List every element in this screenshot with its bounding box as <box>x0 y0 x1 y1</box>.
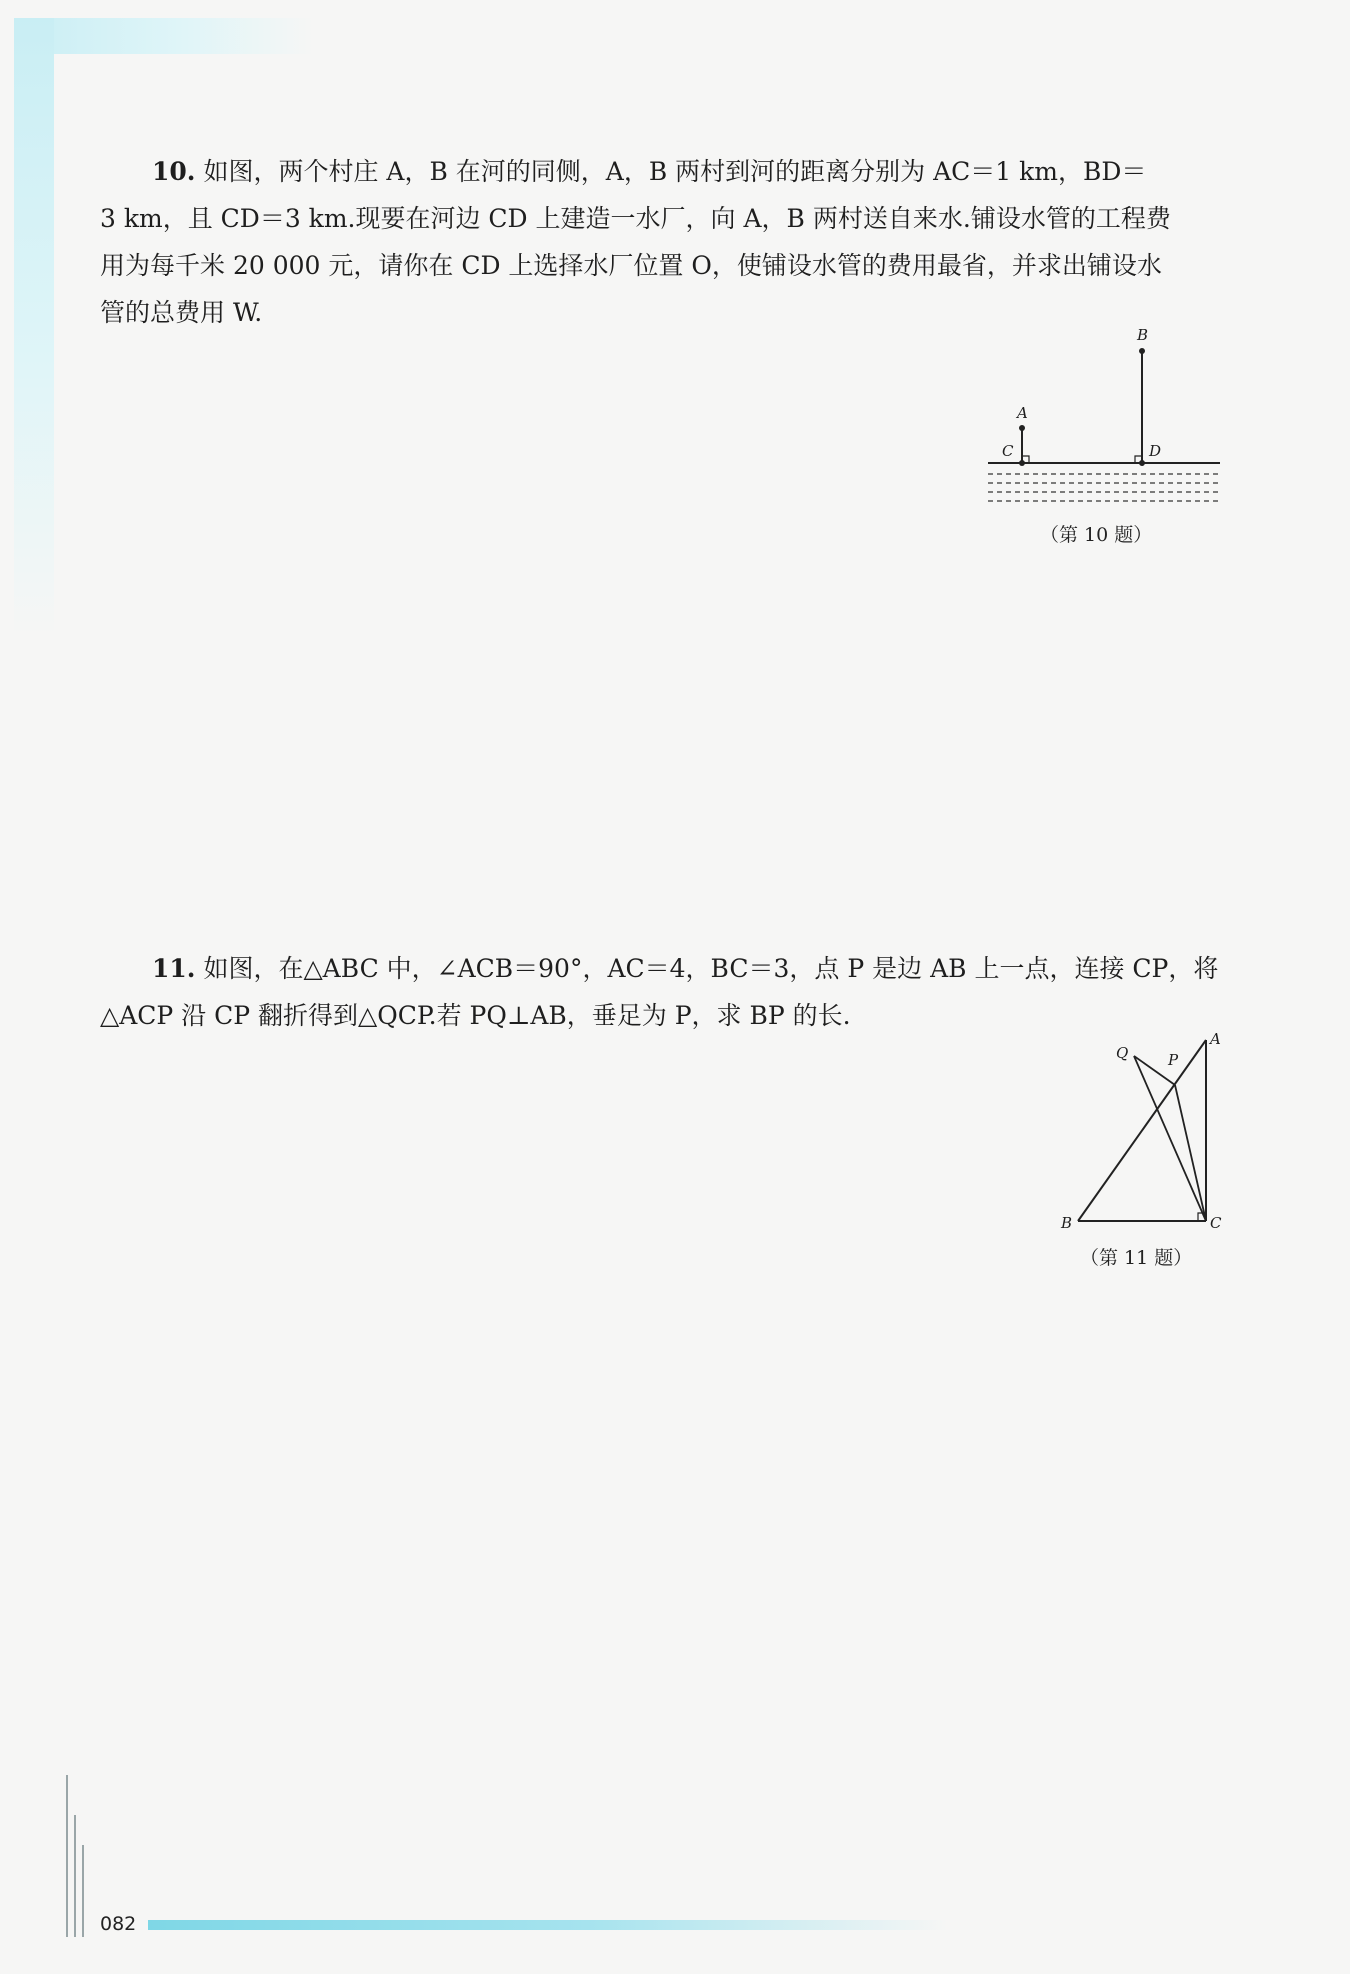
point-d <box>1139 460 1145 466</box>
page-number: 082 <box>100 1913 137 1935</box>
label-p: P <box>1168 1051 1179 1069</box>
point-c <box>1019 460 1025 466</box>
label-b: B <box>1061 1214 1073 1230</box>
problem-11 <box>100 945 1224 1039</box>
point-b <box>1139 348 1145 354</box>
problem-10-number: 10. <box>152 157 196 186</box>
margin-rule-1 <box>66 1775 68 1937</box>
decorative-corner-band-left <box>14 18 54 638</box>
segment-cp <box>1175 1085 1206 1221</box>
river-water-lines <box>988 474 1220 501</box>
side-ab <box>1078 1040 1206 1221</box>
figure-10-diagram <box>980 320 1230 520</box>
figure-11-diagram <box>1050 1030 1250 1230</box>
problem-10 <box>100 148 1224 336</box>
label-b: B <box>1137 326 1149 344</box>
label-c: C <box>1210 1214 1222 1230</box>
figure-10-caption: （第 10 题） <box>1040 524 1153 546</box>
point-a <box>1019 425 1025 431</box>
figure-11-caption: （第 11 题） <box>1080 1247 1193 1269</box>
label-a: A <box>1017 404 1028 422</box>
label-c: C <box>1002 442 1014 460</box>
problem-11-text: 如图，在△ABC 中，∠ACB＝90°，AC＝4，BC＝3，点 P 是边 AB 上一点，连接 CP，将 △ACP 沿 CP 翻折得到△QCP.若 PQ⊥AB，垂足为 P，求 BP 的长. <box>100 954 1219 1030</box>
label-a: A <box>1210 1030 1221 1048</box>
problem-11-number: 11. <box>152 954 196 983</box>
margin-rule-2 <box>74 1815 76 1937</box>
problem-10-text: 如图，两个村庄 A，B 在河的同侧，A，B 两村到河的距离分别为 AC＝1 km，BD＝ 3 km，且 CD＝3 km.现要在河边 CD 上建造一水厂，向 A，B 两村送自来水.铺设水管的工程费 用为每千米 20 000 元，请你在 CD 上选择水厂位置 O，使铺设水管的费用最省，并求出铺设水 管的总费用 W. <box>100 157 1171 327</box>
label-d: D <box>1149 442 1162 460</box>
decorative-corner-band-top <box>14 18 314 54</box>
margin-rule-3 <box>82 1845 84 1937</box>
label-q: Q <box>1116 1044 1129 1062</box>
footer-accent-bar <box>148 1920 948 1930</box>
